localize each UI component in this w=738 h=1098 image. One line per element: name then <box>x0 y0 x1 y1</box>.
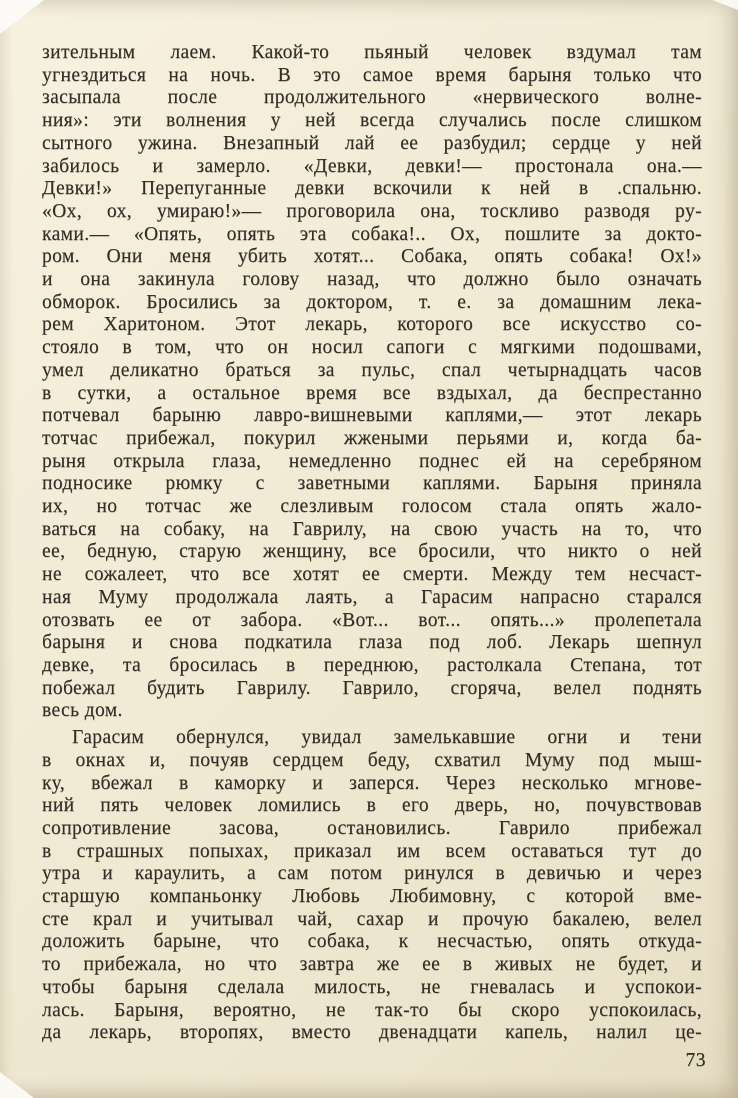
text-line: старшую компаньонку Любовь Любимовну, с которой вме- <box>42 886 702 908</box>
text-line: в страшных попыхах, приказал им всем оставаться тут до <box>42 840 702 862</box>
text-line: весь дом. <box>42 700 123 722</box>
text-line: зительным лаем. Какой-то пьяный человек вздумал там <box>42 42 702 63</box>
text-line: ками.— «Опять, опять эта собака!.. Ох, пошлите за докто- <box>42 223 702 245</box>
text-line: чтобы барыня сделала милость, не гневалась и успокои- <box>42 976 702 998</box>
text-line: ром. Они меня убить хотят... Собака, опять собака! Ох!» <box>42 246 702 268</box>
text-line: ний пять человек ломились в его дверь, но, почувствовав <box>42 795 702 817</box>
text-line: тотчас прибежал, покурил жжеными перьями и, когда ба- <box>42 427 702 449</box>
scan-corner-top-left <box>0 0 44 34</box>
text-line: ная Муму продолжала лаять, а Гарасим напрасно старался <box>42 586 702 608</box>
text-line: засыпала после продолжительного «нервического волне- <box>42 87 702 109</box>
text-line: «Ох, ох, умираю!»— проговорила она, тоскливо разводя ру- <box>42 200 702 222</box>
paragraph <box>42 727 702 1045</box>
text-line: подносике рюмку с заветными каплями. Барыня приняла <box>42 473 702 495</box>
text-line: отозвать ее от забора. «Вот... вот... опять...» пролепетала <box>42 609 702 631</box>
text-line: сытного ужина. Внезапный лай ее разбудил; сердце у ней <box>42 132 702 154</box>
text-line: в сутки, а остальное время все вздыхал, да беспрестанно <box>42 382 702 404</box>
text-line: барыня и снова подкатила глаза под лоб. Лекарь шепнул <box>42 632 702 654</box>
text-line: угнездиться на ночь. В это самое время барыня только что <box>42 64 702 86</box>
text-line: сопротивление засова, остановились. Гаврило прибежал <box>42 817 702 839</box>
text-line: ния»: эти волнения у ней всегда случались после слишком <box>42 110 702 132</box>
text-line: ку, вбежал в каморку и заперся. Через несколько мгнове- <box>42 772 702 794</box>
text-line: да лекарь, второпях, вместо двенадцати капель, налил це- <box>42 1022 702 1044</box>
text-line: Гарасим обернулся, увидал замелькавшие огни и тени <box>72 727 702 749</box>
text-line: сте крал и учитывал чай, сахар и прочую бакалею, велел <box>42 908 702 930</box>
text-line: потчевал барыню лавро-вишневыми каплями,— этот лекарь <box>42 405 702 427</box>
text-line: побежал будить Гаврилу. Гаврило, сгоряча, велел поднять <box>42 677 702 699</box>
paragraph <box>42 42 702 723</box>
text-line: и она закинула голову назад, что должно было означать <box>42 269 702 291</box>
text-line: девке, та бросилась в переднюю, растолкала Степана, тот <box>42 654 702 676</box>
text-line: ее, бедную, старую женщину, все бросили, что никто о ней <box>42 541 702 563</box>
text-line: рыня открыла глаза, немедленно поднес ей на серебряном <box>42 450 702 472</box>
text-line: умел деликатно браться за пульс, спал четырнадцать часов <box>42 359 702 381</box>
text-line: доложить барыне, что собака, к несчастью, опять откуда- <box>42 931 702 953</box>
text-line: стояло в том, что он носил сапоги с мягкими подошвами, <box>42 337 702 359</box>
text-line: в окнах и, почуяв сердцем беду, схватил Муму под мыш- <box>42 749 702 771</box>
text-line: лась. Барыня, вероятно, не так-то бы скоро успокоилась, <box>42 999 702 1021</box>
text-line: Девки!» Перепуганные девки вскочили к ней в .спальню. <box>42 178 702 200</box>
text-block <box>42 42 702 1045</box>
scan-corner-bottom-left <box>0 1072 34 1098</box>
text-line: не сожалеет, что все хотят ее смерти. Между тем несчаст- <box>42 564 702 586</box>
text-line: рем Харитоном. Этот лекарь, которого все искусство со- <box>42 314 702 336</box>
text-line: обморок. Бросились за доктором, т. е. за домашним лека- <box>42 291 702 313</box>
text-line: забилось и замерло. «Девки, девки!— простонала она.— <box>42 155 702 177</box>
text-line: то прибежала, но что завтра же ее в живых не будет, и <box>42 954 702 976</box>
text-line: их, но тотчас же слезливым голосом стала опять жало- <box>42 496 702 518</box>
scan-corner-top-right <box>712 0 738 10</box>
text-line: ваться на собаку, на Гаврилу, на свою участь на то, что <box>42 518 702 540</box>
page-number: 73 <box>685 1050 706 1071</box>
text-line: утра и караулить, а сам потом ринулся в девичью и через <box>42 863 702 885</box>
